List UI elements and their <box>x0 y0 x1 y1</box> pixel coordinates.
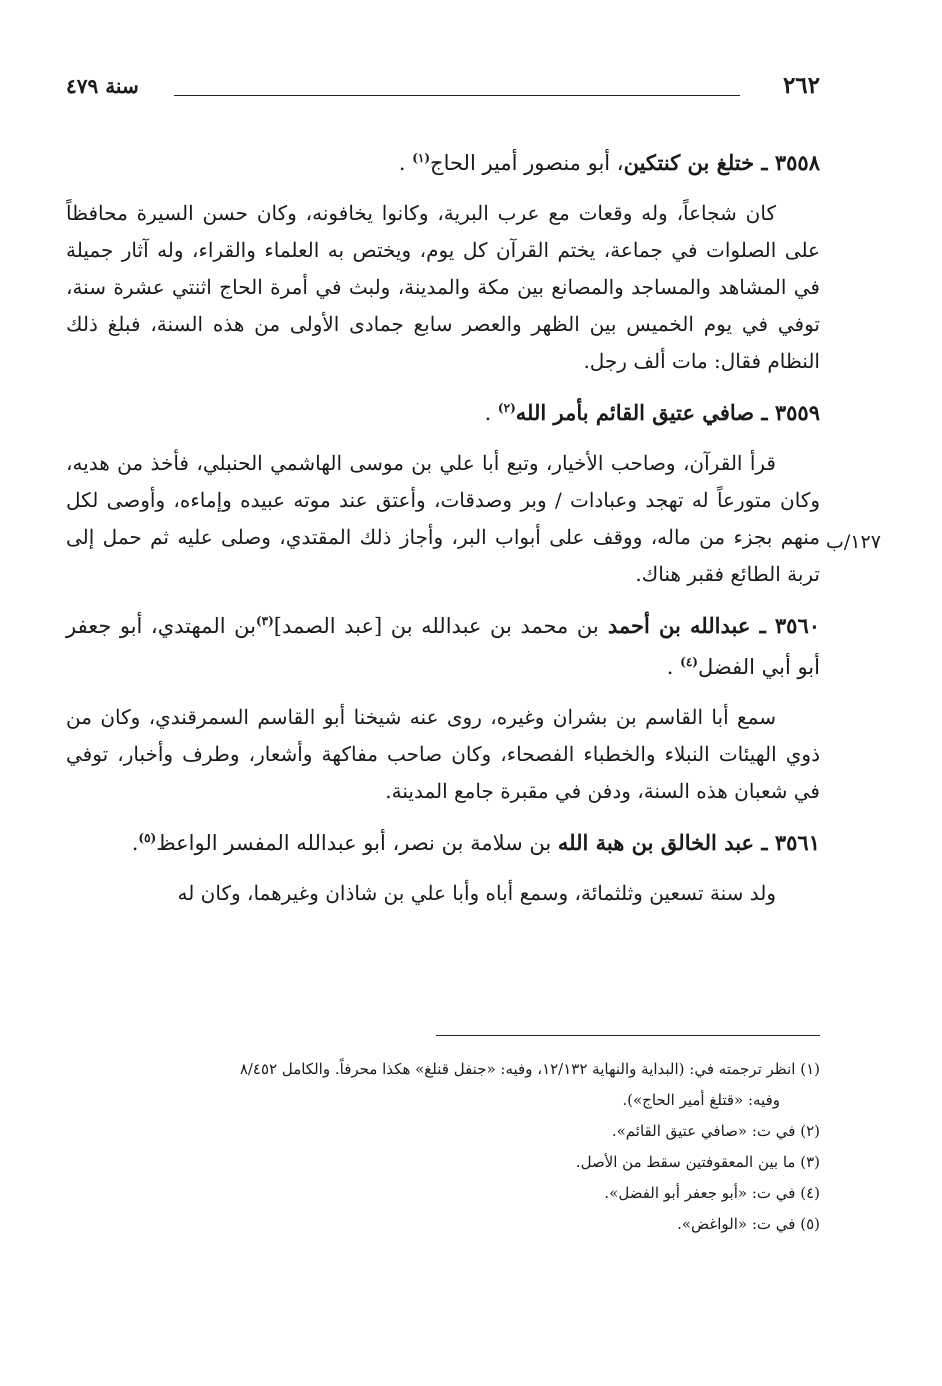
footnote-mark: (٤) <box>680 655 698 669</box>
entry-name-rest: بن سلامة بن نصر، أبو عبدالله المفسر الواعظ <box>156 831 558 855</box>
header-rule <box>174 95 740 96</box>
entry-name: صافي عتيق القائم بأمر الله <box>515 400 755 425</box>
running-header <box>66 70 820 110</box>
entry-heading <box>66 140 820 181</box>
entry-paragraph: ولد سنة تسعين وثلثمائة، وسمع أباه وأبا علي بن شاذان وغيرهما، وكان له <box>177 881 776 905</box>
manuscript-folio-marker: ١٢٧/ب <box>826 531 881 553</box>
entry-tail: . <box>666 655 681 679</box>
entry-paragraph: كان شجاعاً، وله وقعات مع عرب البرية، وكانوا يخافونه، وكان حسن السيرة محافظاً على الصلوات في جماعة، يختم القرآن كل يوم، ويختص به العلماء والقراء، وله آثار جميلة في المشاهد والمساجد والمصانع بين مكة والمدينة، ولبث في أمرة الحاج اثنتي عشرة سنة، توفي في يوم الخميس بين الظهر والعصر سابع جمادى الأولى من هذه السنة، فبلغ ذلك النظام فقال: مات ألف رجل. <box>66 201 820 373</box>
entry-tail: . <box>398 151 413 175</box>
footnote-mark: (٢) <box>497 401 516 415</box>
entry-number: ٣٥٥٨ ـ <box>761 150 820 175</box>
entry-number: ٣٥٦٠ ـ <box>759 613 821 638</box>
entry-heading <box>66 603 820 685</box>
footnote-mark: (٥) <box>138 831 157 845</box>
entry-paragraph: قرأ القرآن، وصاحب الأخيار، وتبع أبا علي بن موسى الهاشمي الحنبلي، فأخذ من هديه، وكان متورعاً له تهجد وعبادات / وبر وصدقات، وأعتق عند موته عبيده وإماءه، وأوصى لكل منهم بجزء من ماله، ووقف على أبواب البر، وأجاز ذلك المقتدي، وصلى عليه ثم حمل إلى تربة الطائع فقبر هناك. <box>66 451 821 586</box>
running-title: سنة ٤٧٩ <box>66 74 139 98</box>
footnote-2: (٢) في ت: «صافي عتيق القائم». <box>611 1122 820 1140</box>
entry-tail: . <box>131 831 139 855</box>
footnote-5: (٥) في ت: «الواغض». <box>677 1215 820 1233</box>
entry-name-rest: بن محمد بن عبدالله بن [عبد الصمد] <box>273 614 599 638</box>
entry-number: ٣٥٥٩ ـ <box>761 400 820 425</box>
entry-name: ختلغ بن كنتكين <box>623 150 755 175</box>
footnote-4: (٤) في ت: «أبو جعفر أبو الفضل». <box>604 1184 820 1202</box>
main-text <box>66 140 820 922</box>
entry-name-rest-2: بن المهتدي، أبو جعفر أبو أبي الفضل <box>66 614 820 679</box>
footnote-rule <box>436 1035 820 1036</box>
footnotes <box>66 1054 820 1240</box>
footnote-mark: (١) <box>412 151 431 165</box>
footnote-mark: (٣) <box>255 614 274 628</box>
entry-tail: . <box>484 401 498 425</box>
footnote-1: (١) انظر ترجمته في: (البداية والنهاية ١٢/١٣٢، وفيه: «جنفل قنلغ» هكذا محرفاً. والكامل ٨/٤٥٢ <box>239 1060 820 1078</box>
entry-name: عبد الخالق بن هبة الله <box>557 830 755 855</box>
entry-name-rest: ، أبو منصور أمير الحاج <box>430 151 624 175</box>
entry-heading <box>66 820 820 861</box>
footnote-1-continuation: وفيه: «قتلغ أمير الحاج»). <box>622 1091 780 1109</box>
entry-number: ٣٥٦١ ـ <box>761 830 820 855</box>
page-number: ٢٦٢ <box>782 72 820 99</box>
entry-name: عبدالله بن أحمد <box>607 613 751 638</box>
footnote-3: (٣) ما بين المعقوفتين سقط من الأصل. <box>575 1153 820 1171</box>
entry-heading <box>66 390 820 431</box>
entry-paragraph: سمع أبا القاسم بن بشران وغيره، روى عنه شيخنا أبو القاسم السمرقندي، وكان من ذوي الهيئات النبلاء والخطباء الفصحاء، وكان صاحب مفاكهة وأشعار، وطرف وأخبار، توفي في شعبان هذه السنة، ودفن في مقبرة جامع المدينة. <box>66 705 820 803</box>
